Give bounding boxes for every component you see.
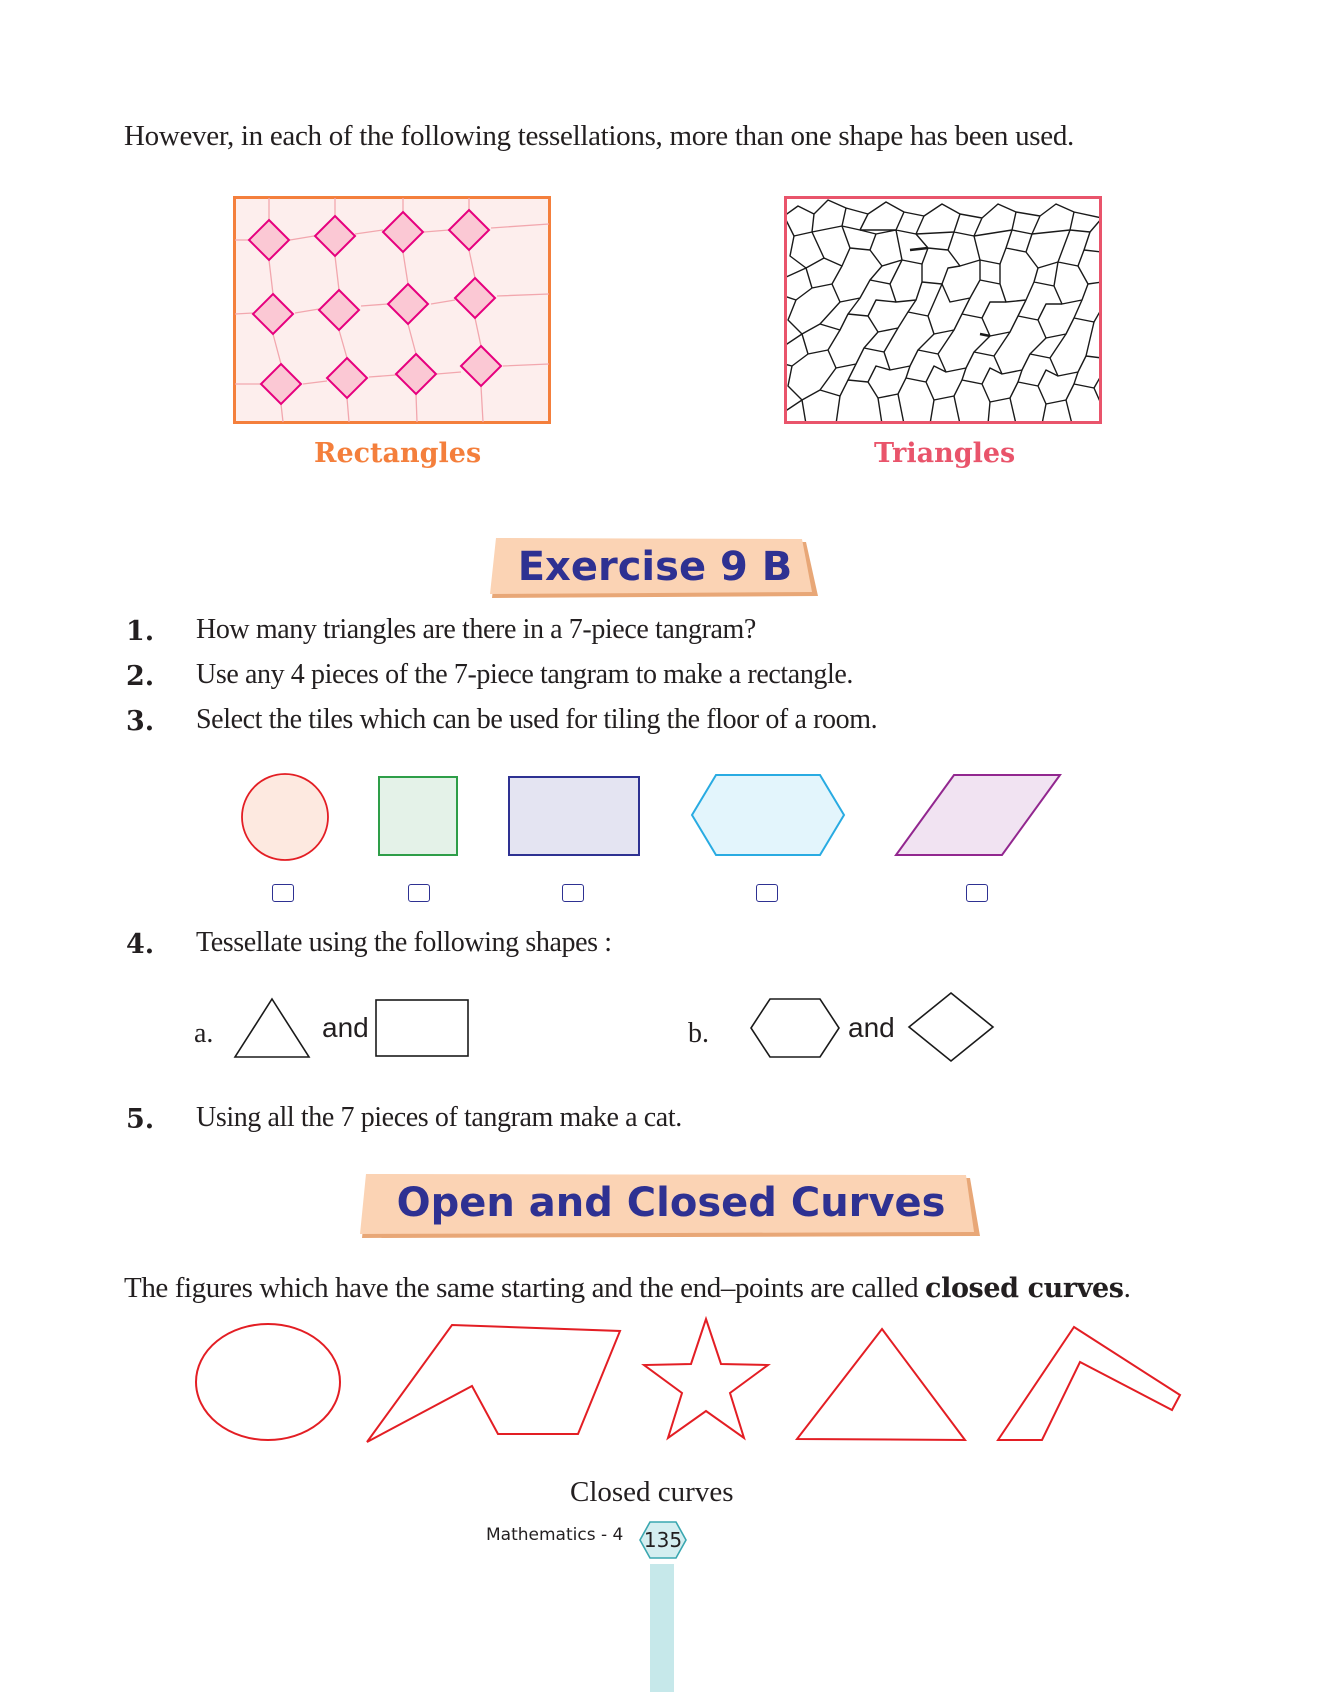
option-a-and: and: [322, 1012, 369, 1043]
definition-prefix: The figures which have the same starting and the end–points are called: [124, 1272, 926, 1304]
option-a-triangle: [232, 996, 312, 1060]
tile-rhombus: [894, 772, 1064, 858]
intro-text: However, in each of the following tessellations, more than one shape has been used.: [124, 120, 1074, 152]
octagon-square-tessellation: [233, 196, 551, 424]
closed-curves-caption: Closed curves: [570, 1476, 734, 1508]
question-text-2: Use any 4 pieces of the 7-piece tangram to make a rectangle.: [196, 659, 854, 690]
closed-curves-definition: [124, 1272, 1130, 1305]
question-text-1: How many triangles are there in a 7-piece tangram?: [196, 614, 756, 645]
exercise-banner: [490, 536, 820, 602]
exercise-title: Exercise 9 B: [517, 544, 793, 590]
tile-checkbox-square[interactable]: [408, 884, 430, 902]
page-number-badge: [638, 1520, 688, 1560]
question-text-4: Tessellate using the following shapes :: [196, 927, 612, 958]
question-number-1: 1.: [126, 616, 155, 647]
figure-label-rectangles: Rectangles: [314, 438, 482, 469]
footer-book-title: Mathematics - 4: [486, 1525, 624, 1545]
question-text-5: Using all the 7 pieces of tangram make a cat.: [196, 1102, 682, 1133]
option-a-rectangle: [374, 998, 470, 1058]
question-text-3: Select the tiles which can be used for tiling the floor of a room.: [196, 704, 878, 735]
closed-curve-oval: [192, 1320, 344, 1444]
tile-square: [376, 774, 460, 858]
tile-checkbox-rhombus[interactable]: [966, 884, 988, 902]
closed-curve-irregular-polygon: [364, 1322, 624, 1446]
question-number-2: 2.: [126, 661, 155, 692]
section-title: Open and Closed Curves: [396, 1180, 946, 1226]
definition-bold-term: closed curves: [925, 1273, 1124, 1304]
figure-label-triangles: Triangles: [874, 438, 1016, 469]
tile-hexagon: [688, 772, 848, 858]
section-banner: [360, 1172, 982, 1242]
page-number: 135: [643, 1528, 683, 1552]
option-b-hexagon: [748, 996, 842, 1060]
question-number-4: 4.: [126, 929, 155, 960]
tile-circle: [238, 770, 332, 864]
option-b-label: b.: [688, 1018, 709, 1049]
tile-checkbox-rectangle[interactable]: [562, 884, 584, 902]
closed-curve-chevron: [994, 1324, 1184, 1444]
page-tab-strip: [650, 1564, 674, 1692]
pentagon-tessellation: [784, 196, 1102, 424]
option-b-rhombus: [906, 990, 996, 1064]
closed-curve-star: [640, 1316, 772, 1444]
option-a-label: a.: [194, 1018, 214, 1049]
tile-rectangle: [506, 774, 642, 858]
closed-curve-triangle: [794, 1326, 968, 1444]
tile-checkbox-circle[interactable]: [272, 884, 294, 902]
tile-checkbox-hexagon[interactable]: [756, 884, 778, 902]
question-number-5: 5.: [126, 1104, 155, 1135]
question-number-3: 3.: [126, 706, 155, 737]
option-b-and: and: [848, 1012, 895, 1043]
definition-suffix: .: [1123, 1272, 1131, 1304]
